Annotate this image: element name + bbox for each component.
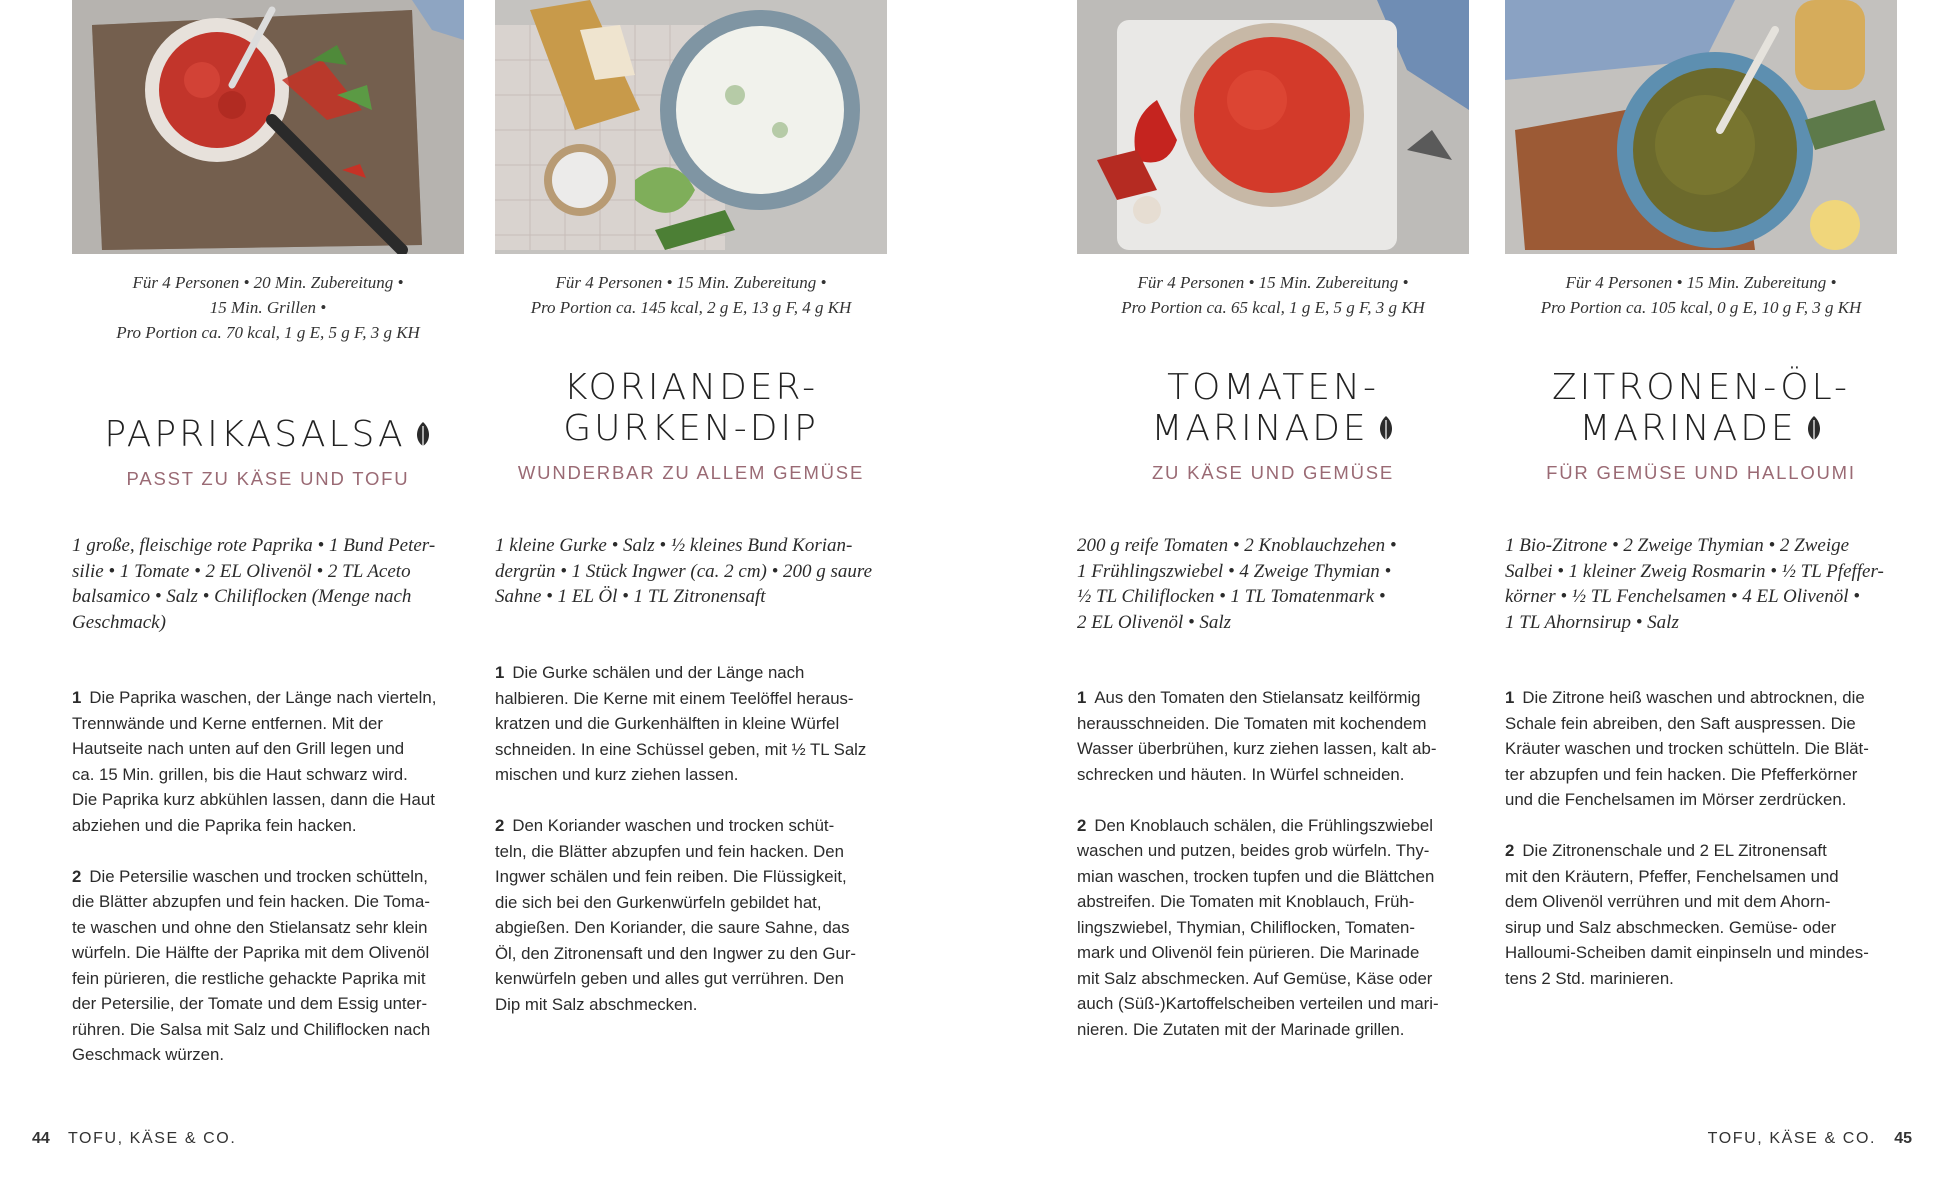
tomato-marinade-photo — [1077, 0, 1469, 254]
recipe-ingredients: 200 g reife Tomaten • 2 Knoblauchzehen • 1 Frühlingszwiebel • 4 Zweige Thymian • ½ TL Chiliflocken • 1 TL Tomatenmark • 2 EL Olivenöl • Salz — [1077, 535, 1397, 633]
leaf-icon — [414, 421, 432, 449]
recipe-meta: Für 4 Personen • 20 Min. Zubereitung • 15 Min. Grillen • Pro Portion ca. 70 kcal, 1 g E, 5 g F, 3 g KH — [116, 273, 420, 342]
recipe-title: TOMATEN- MARINADE — [1077, 367, 1469, 449]
recipe-paprikasalsa — [72, 0, 464, 1064]
step-number: 1 — [1077, 688, 1087, 707]
page-footer-left — [32, 1130, 236, 1148]
recipe-heading — [1077, 367, 1469, 484]
recipe-photo — [72, 0, 464, 254]
step: 2 Die Zitronenschale und 2 EL Zitronensaft mit den Kräutern, Pfeffer, Fenchelsamen und dem Olivenöl verrühren und mit dem Ahorn- sirup und Salz abschmecken. Gemüse- oder Halloumi-Scheiben damit einpinseln und mindes- tens 2 Std. marinieren. — [1505, 841, 1869, 988]
leaf-icon — [1805, 415, 1823, 443]
recipe-steps — [72, 685, 464, 1093]
recipe-meta: Für 4 Personen • 15 Min. Zubereitung • Pro Portion ca. 65 kcal, 1 g E, 5 g F, 3 g KH — [1121, 273, 1425, 317]
recipe-steps — [495, 660, 887, 1043]
step: 1 Die Gurke schälen und der Länge nach halbieren. Die Kerne mit einem Teelöffel heraus- kratzen und die Gurkenhälften in kleine Würfel schneiden. In eine Schüssel geben, mit ½ TL Salz mischen und kurz ziehen lassen. — [495, 663, 867, 784]
recipe-ingredients: 1 kleine Gurke • Salz • ½ kleines Bund Korian- dergrün • 1 Stück Ingwer (ca. 2 cm) • 200 g saure Sahne • 1 EL Öl • 1 TL Zitronensaft — [495, 535, 873, 607]
coriander-dip-photo — [495, 0, 887, 254]
step: 2 Die Petersilie waschen und trocken schütteln, die Blätter abzupfen und fein hacken. Die Toma- te waschen und ohne den Stielansatz sehr klein würfeln. Die Hälfte der Paprika mit dem Olivenöl fein pürieren, die restliche gehackte Paprika mit der Petersilie, der Tomate und dem Essig unter- rühren. Die Salsa mit Salz und Chiliflocken nach Geschmack würzen. — [72, 866, 431, 1064]
step-number: 2 — [1505, 841, 1515, 860]
step-number: 1 — [1505, 688, 1515, 707]
step: 1 Aus den Tomaten den Stielansatz keilförmig herausschneiden. Die Tomaten mit kochendem Wasser überbrühen, kurz ziehen lassen, kalt ab- schrecken und häuten. In Würfel schneiden. — [1077, 688, 1437, 784]
recipe-photo — [1077, 0, 1469, 254]
recipe-koriander-gurken-dip — [495, 0, 887, 1014]
recipe-steps — [1077, 685, 1469, 1068]
recipe-subtitle: FÜR GEMÜSE UND HALLOUMI — [1546, 462, 1856, 483]
recipe-subtitle: PASST ZU KÄSE UND TOFU — [126, 468, 410, 489]
step: 1 Die Zitrone heiß waschen und abtrocknen, die Schale fein abreiben, den Saft auspressen. Die Kräuter waschen und trocken schütteln. Die Blät- ter abzupfen und fein hacken. Die Pfefferkörner und die Fenchelsamen im Mörser zerdrücken. — [1505, 688, 1869, 809]
recipe-title: ZITRONEN-ÖL- MARINADE — [1552, 367, 1850, 449]
step-number: 1 — [72, 688, 82, 707]
section-title: TOFU, KÄSE & CO. — [1707, 1130, 1877, 1147]
recipe-steps — [1505, 685, 1897, 1017]
recipe-ingredients: 1 große, fleischige rote Paprika • 1 Bund Peter- silie • 1 Tomate • 2 EL Olivenöl • 2 TL Aceto balsamico • Salz • Chiliflocken (Menge nach Geschmack) — [72, 535, 436, 633]
page-number: 44 — [32, 1130, 50, 1147]
recipe-heading — [72, 414, 464, 490]
recipe-heading — [495, 367, 887, 484]
recipe-title: PAPRIKASALSA — [72, 414, 464, 455]
recipe-subtitle: WUNDERBAR ZU ALLEM GEMÜSE — [517, 462, 865, 483]
recipe-photo — [1505, 0, 1897, 254]
lemon-oil-marinade-photo — [1505, 0, 1897, 254]
step: 1 Die Paprika waschen, der Länge nach vierteln, Trennwände und Kerne entfernen. Mit der Hautseite nach unten auf den Grill legen und ca. 15 Min. grillen, bis die Haut schwarz wird. Die Paprika kurz abkühlen lassen, dann die Haut abziehen und die Paprika fein hacken. — [72, 688, 437, 835]
step: 2 Den Koriander waschen und trocken schüt- teln, die Blätter abzupfen und fein hacken. Den Ingwer schälen und fein reiben. Die Flüssigkeit, die sich bei den Gurkenwürfeln gebildet hat, abgießen. Den Koriander, die saure Sahne, das Öl, den Zitronensaft und den Ingwer zu den Gur- kenwürfeln geben und alles gut verrühren. Den Dip mit Salz abschmecken. — [495, 816, 857, 1014]
page-right — [974, 0, 1948, 1181]
recipe-heading — [1505, 367, 1897, 484]
leaf-icon — [1377, 415, 1395, 443]
recipe-tomaten-marinade — [1077, 0, 1469, 1039]
recipe-ingredients: 1 Bio-Zitrone • 2 Zweige Thymian • 2 Zweige Salbei • 1 kleiner Zweig Rosmarin • ½ TL Pfeffer- körner • ½ TL Fenchelsamen • 4 EL Olivenöl • 1 TL Ahornsirup • Salz — [1505, 535, 1884, 633]
step-number: 2 — [72, 866, 82, 886]
recipe-title: KORIANDER- GURKEN-DIP — [563, 367, 819, 449]
page-number: 45 — [1894, 1130, 1912, 1147]
step-number: 1 — [495, 663, 505, 682]
recipe-photo — [495, 0, 887, 254]
section-title: TOFU, KÄSE & CO. — [67, 1130, 237, 1147]
paprika-salsa-photo — [72, 0, 464, 254]
recipe-zitronen-oel-marinade — [1505, 0, 1897, 988]
recipe-subtitle: ZU KÄSE UND GEMÜSE — [1151, 462, 1395, 483]
recipe-meta: Für 4 Personen • 15 Min. Zubereitung • Pro Portion ca. 105 kcal, 0 g E, 10 g F, 3 g KH — [1540, 273, 1862, 317]
step: 2 Den Knoblauch schälen, die Frühlingszwiebel waschen und putzen, beides grob würfeln. Thy- mian waschen, trocken tupfen und die Blättchen abstreifen. Die Tomaten mit Knoblauch, Früh- lingszwiebel, Thymian, Chiliflocken, Tomaten- mark und Olivenöl fein pürieren. Die Marinade mit Salz abschmecken. Auf Gemüse, Käse oder auch (Süß-)Kartoffelscheiben verteilen und mari- nieren. Die Zutaten mit der Marinade grillen. — [1077, 815, 1439, 1039]
step-number: 2 — [495, 816, 505, 835]
recipe-meta: Für 4 Personen • 15 Min. Zubereitung • Pro Portion ca. 145 kcal, 2 g E, 13 g F, 4 g KH — [530, 273, 852, 317]
page-footer-right — [1708, 1130, 1912, 1148]
step-number: 2 — [1077, 815, 1087, 835]
